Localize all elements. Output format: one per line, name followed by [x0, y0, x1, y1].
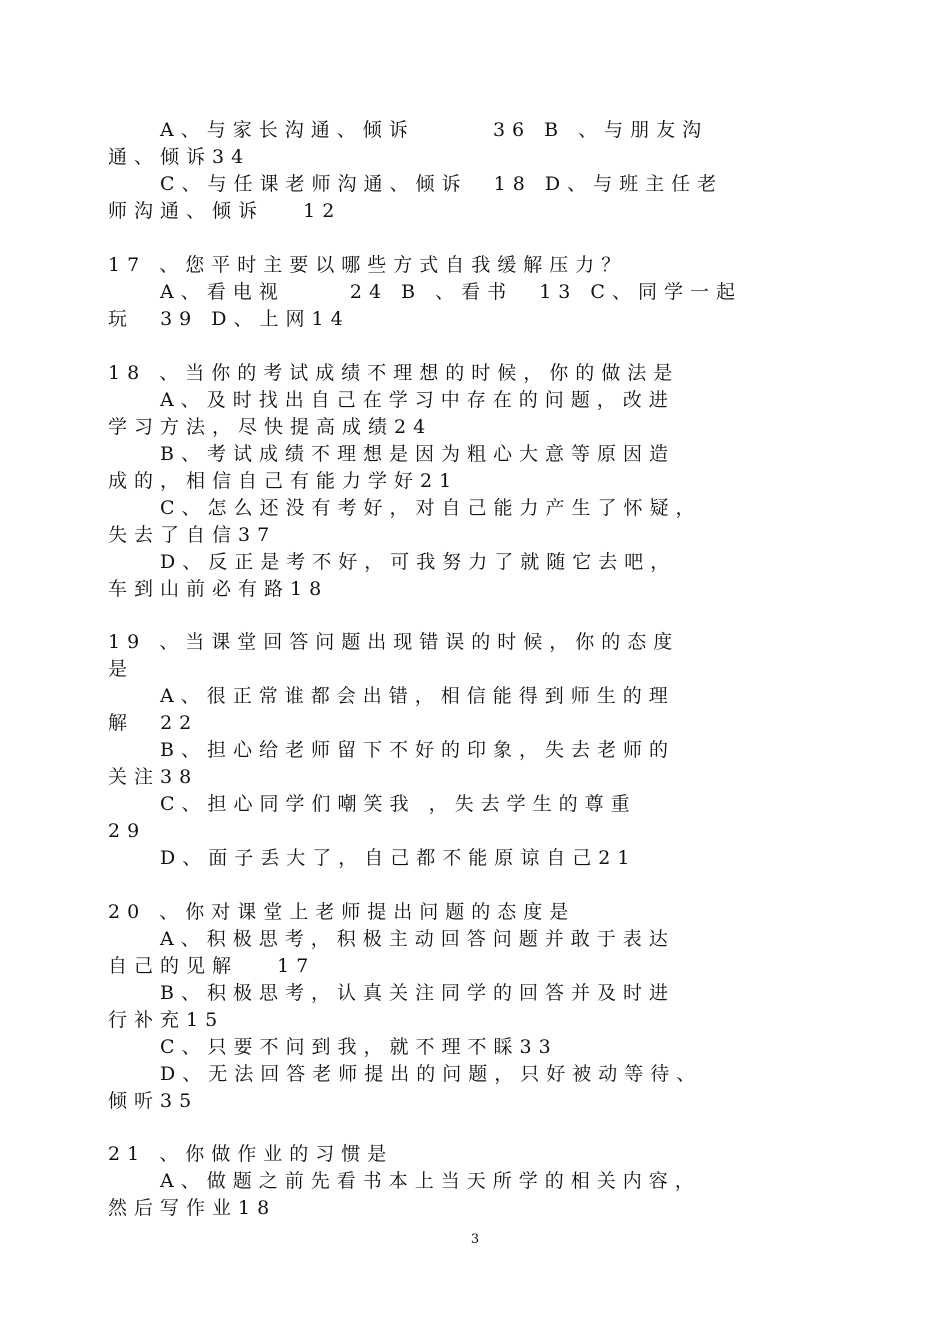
text-line: C、担心同学们嘲笑我 ，失去学生的尊重	[160, 793, 637, 815]
text-line: 关注38	[108, 766, 199, 788]
text-line: 通、倾诉34	[108, 146, 251, 168]
question-18-title: 18 、当你的考试成绩不理想的时候，你的做法是	[108, 362, 680, 384]
text-line: C、怎么还没有考好，对自己能力产生了怀疑，	[160, 497, 702, 519]
text-line: 行补充15	[108, 1009, 225, 1031]
text-line: B、考试成绩不理想是因为粗心大意等原因造	[160, 443, 675, 465]
text-line: A、看电视 24 B 、看书 13 C、同学一起	[160, 281, 742, 303]
text-line: C、与任课老师沟通、倾诉 18 D、与班主任老	[160, 173, 724, 195]
text-line: A、积极思考，积极主动回答问题并敢于表达	[160, 928, 675, 950]
text-line: 自己的见解 17	[108, 955, 316, 977]
text-line: 成的，相信自己有能力学好21	[108, 470, 459, 492]
text-line: 学习方法，尽快提高成绩24	[108, 416, 433, 438]
text-line: A、及时找出自己在学习中存在的问题，改进	[160, 389, 675, 411]
question-17-title: 17 、您平时主要以哪些方式自我缓解压力？	[108, 254, 628, 276]
text-line: 是	[108, 658, 135, 680]
question-20-title: 20 、你对课堂上老师提出问题的态度是	[108, 901, 576, 923]
text-line: D、无法回答老师提出的问题，只好被动等待、	[160, 1063, 703, 1085]
text-line: 29	[108, 820, 147, 842]
text-line: 解 22	[108, 712, 199, 734]
text-line: 倾听35	[108, 1090, 199, 1112]
text-line: 然后写作业18	[108, 1197, 277, 1219]
text-line: D、反正是考不好，可我努力了就随它去吧，	[160, 551, 677, 573]
text-line: 失去了自信37	[108, 524, 277, 546]
text-line: B、积极思考，认真关注同学的回答并及时进	[160, 982, 675, 1004]
text-line: 车到山前必有路18	[108, 578, 329, 600]
question-21-title: 21 、你做作业的习惯是	[108, 1143, 394, 1165]
text-line: A、很正常谁都会出错，相信能得到师生的理	[160, 685, 675, 707]
text-line: 玩 39 D、上网14	[108, 308, 350, 330]
text-line: A、与家长沟通、倾诉 36 B 、与朋友沟	[160, 119, 709, 141]
text-line: B、担心给老师留下不好的印象，失去老师的	[160, 739, 675, 761]
text-line: D、面子丢大了，自己都不能原谅自己21	[160, 847, 637, 869]
text-line: 师沟通、倾诉 12	[108, 200, 342, 222]
question-19-title: 19 、当课堂回答问题出现错误的时候，你的态度	[108, 631, 680, 653]
text-line: A、做题之前先看书本上当天所学的相关内容，	[160, 1170, 701, 1192]
page-number: 3	[470, 1232, 480, 1247]
text-line: C、只要不问到我，就不理不睬33	[160, 1036, 558, 1058]
